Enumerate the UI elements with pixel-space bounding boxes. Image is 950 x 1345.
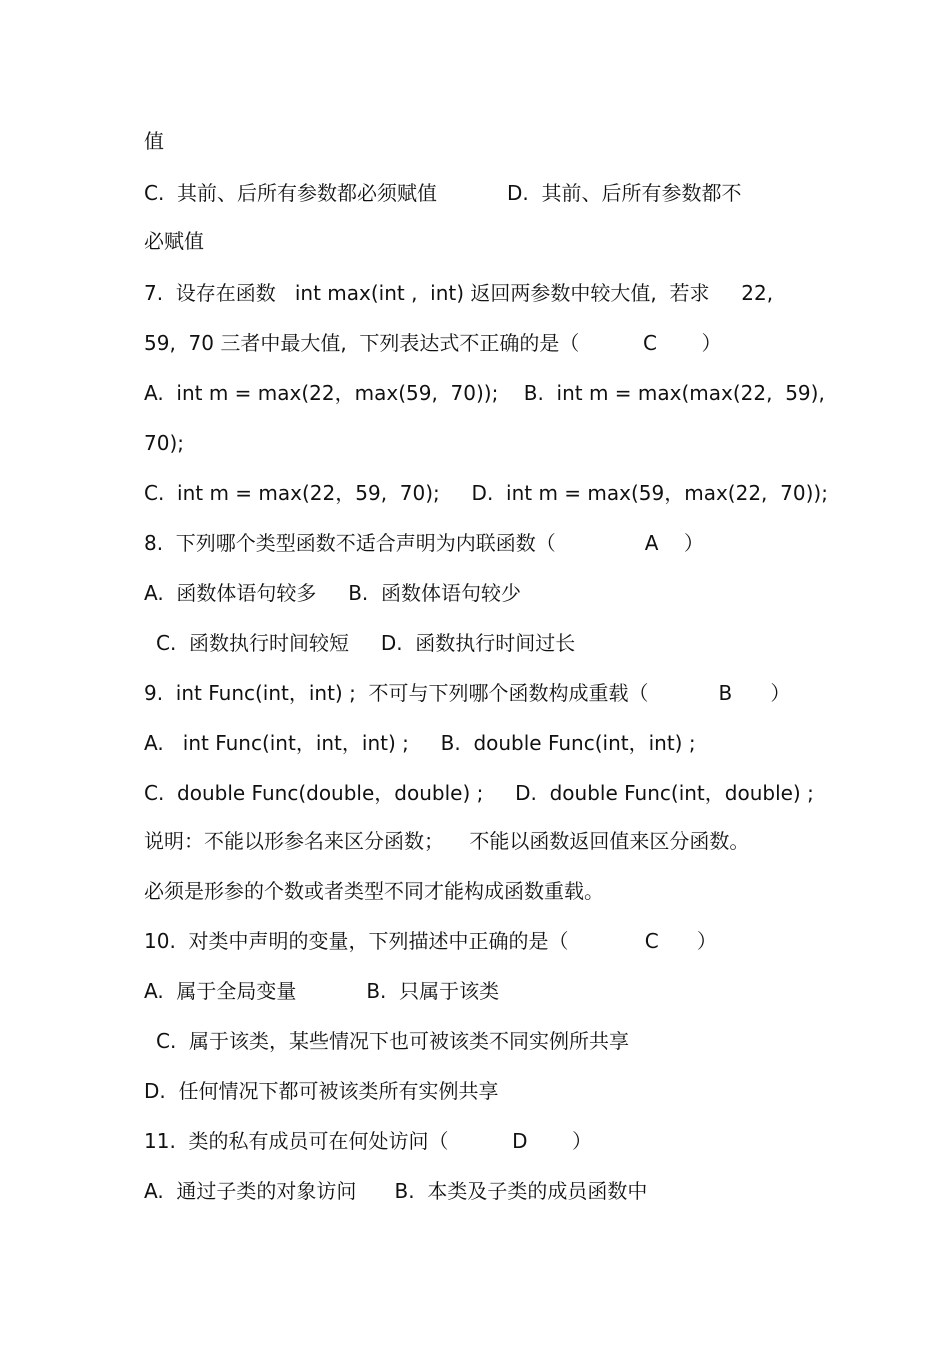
option-line: A. 函数体语句较多 B. 函数体语句较少 [144,581,521,605]
explanation-line: 必须是形参的个数或者类型不同才能构成函数重载。 [144,879,604,903]
question-10: 10. 对类中声明的变量，下列描述中正确的是（ C ） [144,929,717,953]
text-line: 70); [144,431,184,455]
text-line: 值 [144,129,164,153]
option-line: A. int m = max(22，max(59, 70)); B. int m = max(max(22, 59), [144,381,825,405]
option-line: D. 任何情况下都可被该类所有实例共享 [144,1079,499,1103]
option-line: C. 属于该类，某些情况下也可被该类不同实例所共享 [156,1029,630,1053]
option-line: C. 其前、后所有参数都必须赋值 D. 其前、后所有参数都不 [144,181,742,205]
option-line: C. double Func(double，double) ; D. double Func(int，double) ; [144,781,814,805]
option-line: C. 函数执行时间较短 D. 函数执行时间过长 [156,631,576,655]
question-8: 8. 下列哪个类型函数不适合声明为内联函数（ A ） [144,531,704,555]
question-11: 11. 类的私有成员可在何处访问（ D ） [144,1129,592,1153]
question-7-cont: 59, 70 三者中最大值, 下列表达式不正确的是（ C ） [144,331,722,355]
option-line: A. int Func(int，int，int) ; B. double Func(int，int) ; [144,731,696,755]
text-line: 必赋值 [144,229,204,253]
option-line: A. 通过子类的对象访问 B. 本类及子类的成员函数中 [144,1179,648,1203]
explanation-line: 说明：不能以形参名来区分函数； 不能以函数返回值来区分函数。 [144,829,750,853]
question-9: 9. int Func(int，int) ; 不可与下列哪个函数构成重载（ B ） [144,681,791,705]
question-7: 7. 设存在函数 int max(int , int) 返回两参数中较大值, 若求 22, [144,281,774,305]
option-line: A. 属于全局变量 B. 只属于该类 [144,979,500,1003]
option-line: C. int m = max(22，59, 70); D. int m = max(59，max(22, 70)); [144,481,828,505]
